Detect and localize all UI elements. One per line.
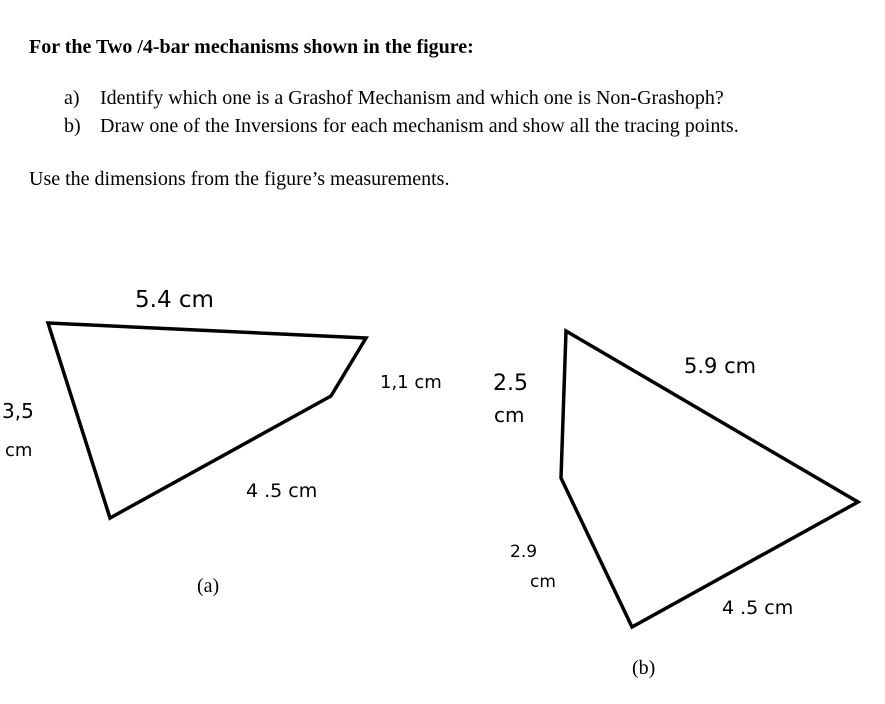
mechanism-b (493, 331, 858, 679)
question-b-label: b) (64, 115, 81, 137)
link-b-left-top-length-value: 2.5 (493, 371, 528, 396)
figure-b-caption: (b) (632, 657, 656, 679)
link-b-top-right-length: 5.9 cm (684, 354, 757, 378)
mechanism-a (2, 287, 442, 597)
link-a-right-length: 1,1 cm (380, 372, 442, 393)
link-b-left-bottom-length-unit: cm (530, 572, 556, 592)
link-b-left-bottom-length-value: 2.9 (510, 542, 538, 562)
link-a-left-length-value: 3,5 (2, 399, 34, 423)
mechanism-a-links (48, 323, 366, 518)
problem-title: For the Two /4-bar mechanisms shown in the figure: (29, 36, 474, 58)
instructions-note: Use the dimensions from the figure’s measurements. (29, 168, 450, 190)
link-b-left-top-length-unit: cm (494, 403, 525, 427)
link-a-bottom-length: 4 .5 cm (246, 480, 318, 502)
question-b-text: Draw one of the Inversions for each mechanism and show all the tracing points. (100, 115, 739, 137)
question-a-label: a) (64, 87, 80, 109)
link-a-left-length-unit: cm (5, 440, 33, 461)
figure-a-caption: (a) (197, 575, 220, 597)
link-b-bottom-length: 4 .5 cm (722, 597, 794, 619)
question-a-text: Identify which one is a Grashof Mechanism and which one is Non-Grashoph? (100, 87, 724, 109)
link-a-top-length: 5.4 cm (135, 287, 214, 313)
